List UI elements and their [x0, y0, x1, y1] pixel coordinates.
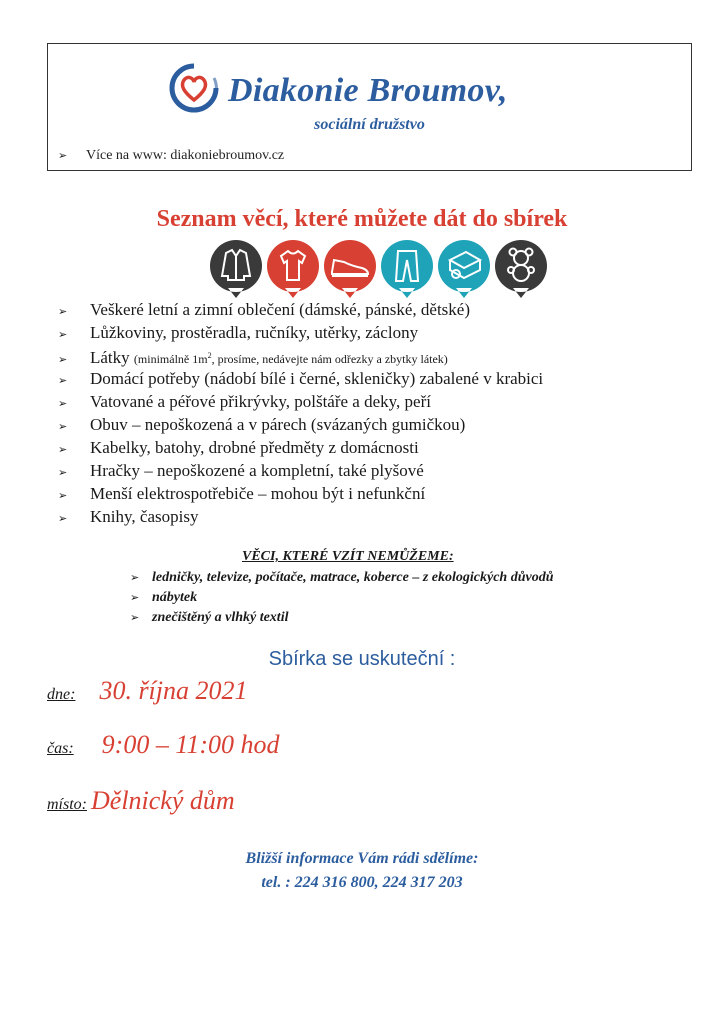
list-item: ➢ Hračky – nepoškozené a kompletní, také plyšové	[58, 459, 543, 482]
bullet-arrow-icon: ➢	[130, 571, 140, 584]
accepted-items-list	[58, 298, 543, 528]
place-row	[47, 786, 235, 816]
bullet-arrow-icon: ➢	[58, 512, 68, 525]
blanket-icon	[438, 240, 490, 298]
not-accepted-list	[130, 568, 553, 628]
date-label: dne:	[47, 686, 76, 703]
category-icons	[208, 238, 548, 298]
place-label: místo:	[47, 796, 87, 813]
time-value: 9:00 – 11:00 hod	[101, 730, 280, 759]
bullet-arrow-icon: ➢	[58, 489, 68, 502]
list-item: ➢ Knihy, časopisy	[58, 505, 543, 528]
shoe-icon	[324, 240, 376, 298]
bullet-arrow-icon: ➢	[58, 420, 68, 433]
bullet-arrow-icon: ➢	[58, 374, 68, 387]
bullet-arrow-icon: ➢	[58, 466, 68, 479]
tshirt-icon	[267, 240, 319, 298]
phone-line[interactable]: tel. : 224 316 800, 224 317 203	[261, 874, 463, 891]
list-item: ➢ znečištěný a vlhký textil	[130, 608, 553, 628]
bullet-arrow-icon: ➢	[58, 353, 68, 366]
date-value: 30. října 2021	[99, 676, 248, 705]
bullet-arrow-icon: ➢	[58, 443, 68, 456]
place-value: Dělnický dům	[91, 786, 235, 815]
bullet-arrow-icon: ➢	[130, 591, 140, 604]
bullet-arrow-icon: ➢	[58, 305, 68, 318]
time-label: čas:	[47, 740, 74, 757]
list-item: ➢ Lůžkoviny, prostěradla, ručníky, utěrky, záclony	[58, 321, 543, 344]
header-box	[47, 43, 692, 171]
teddy-bear-icon	[495, 240, 547, 298]
org-subtitle: sociální družstvo	[314, 116, 425, 133]
list-item: ➢ ledničky, televize, počítače, matrace, koberce – z ekologických důvodů	[130, 568, 553, 588]
date-row	[47, 676, 248, 706]
trousers-icon	[381, 240, 433, 298]
time-row	[47, 730, 280, 760]
bullet-arrow-icon: ➢	[58, 328, 68, 341]
bullet-arrow-icon: ➢	[58, 149, 68, 162]
list-item: ➢ Kabelky, batohy, drobné předměty z domácnosti	[58, 436, 543, 459]
list-item: ➢ Vatované a péřové přikrývky, polštáře a deky, peří	[58, 390, 543, 413]
list-item: ➢ nábytek	[130, 588, 553, 608]
website-line	[58, 148, 284, 164]
list-item: ➢ Domácí potřeby (nádobí bílé i černé, skleničky) zabalené v krabici	[58, 367, 543, 390]
org-name: Diakonie Broumov,	[228, 72, 508, 109]
list-item: ➢ Menší elektrospotřebiče – mohou být i nefunkční	[58, 482, 543, 505]
list-title: Seznam věcí, které můžete dát do sbírek	[156, 206, 568, 232]
diakonie-logo-icon	[166, 60, 222, 116]
fabric-note: (minimálně $1m^2$, prosíme, nedávejte nám odřezky a zbytky látek)	[133, 351, 448, 366]
info-line: Bližší informace Vám rádi sdělíme:	[245, 850, 479, 867]
list-item: ➢ Látky (minimálně $1m^2$, prosíme, nedávejte nám odřezky a zbytky látek)	[58, 344, 543, 367]
list-item: ➢ Veškeré letní a zimní oblečení (dámské, pánské, dětské)	[58, 298, 543, 321]
jacket-icon	[210, 240, 262, 298]
website-text[interactable]: Více na www: diakoniebroumov.cz	[86, 148, 285, 163]
not-accepted-title: VĚCI, KTERÉ VZÍT NEMŮŽEME:	[242, 549, 454, 564]
list-item: ➢ Obuv – nepoškozená a v párech (svázaných gumičkou)	[58, 413, 543, 436]
bullet-arrow-icon: ➢	[58, 397, 68, 410]
bullet-arrow-icon: ➢	[130, 611, 140, 624]
collection-title: Sbírka se uskuteční :	[268, 648, 456, 670]
